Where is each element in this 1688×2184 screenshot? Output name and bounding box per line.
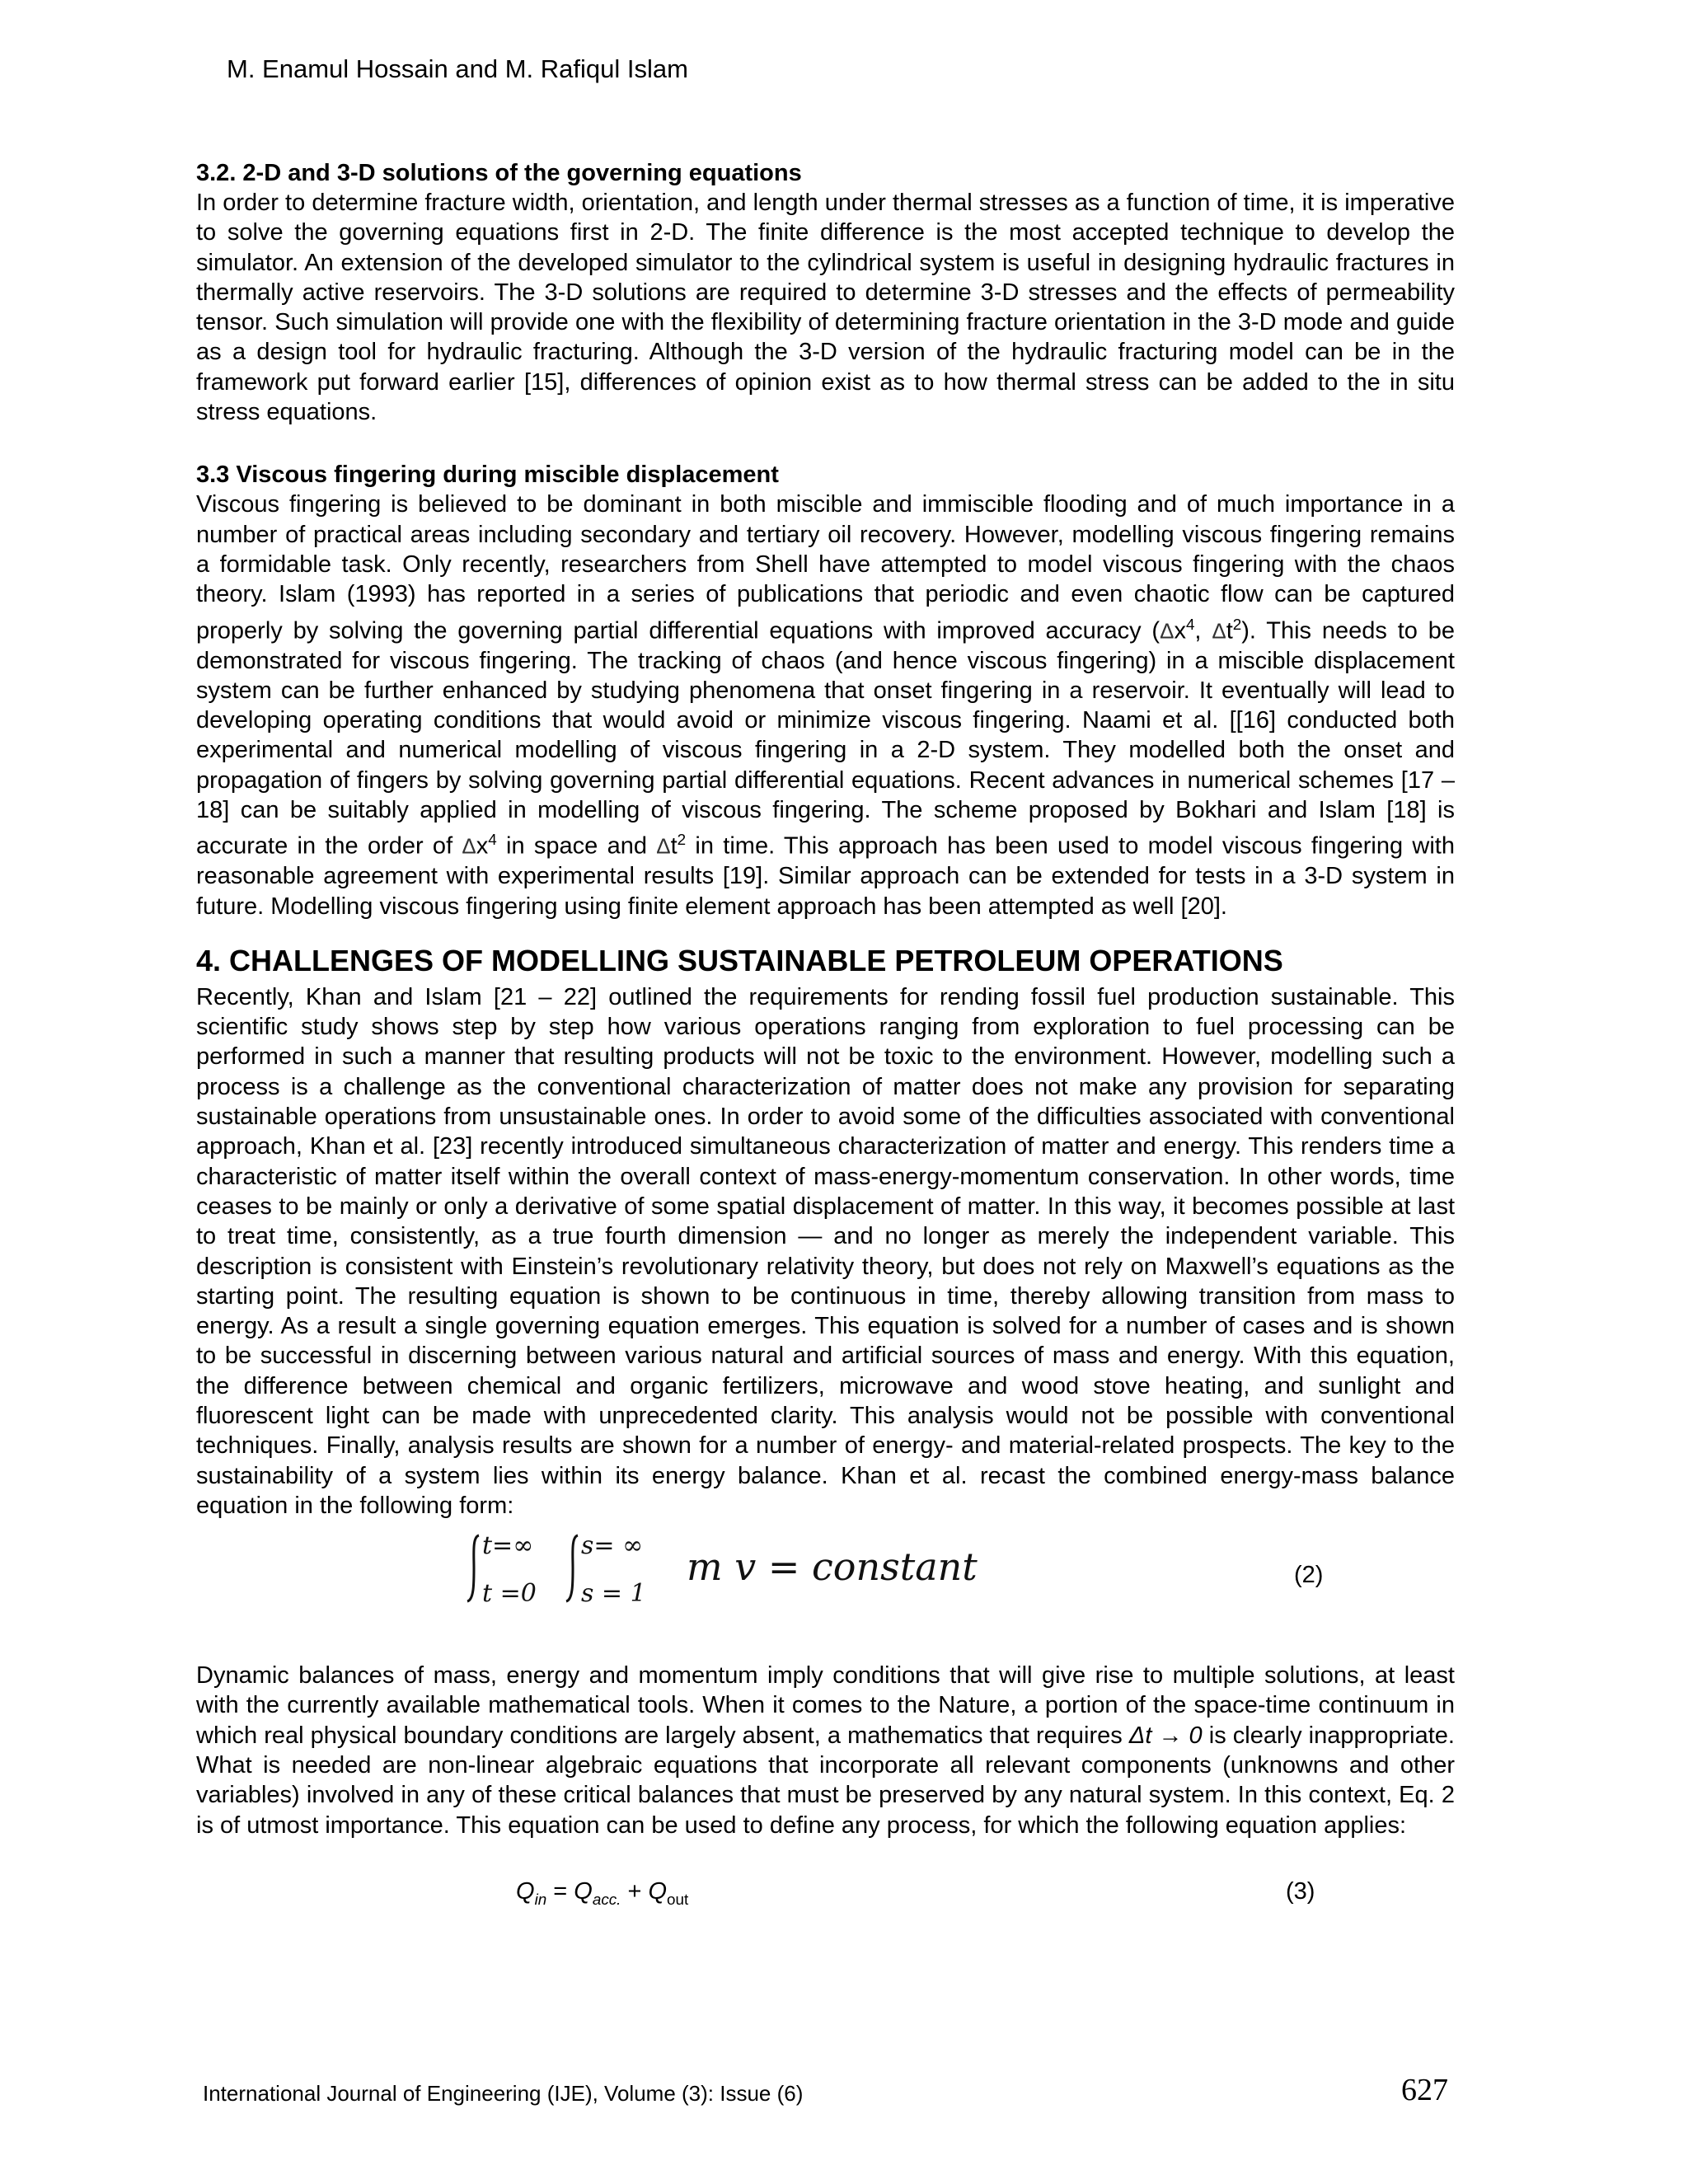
integral-sign-2 [566, 1535, 578, 1601]
equation-3 [196, 1865, 1455, 1939]
equation-2 [196, 1521, 1455, 1611]
q-in-subscript: in [534, 1890, 547, 1908]
equation-3-expression [516, 1878, 688, 1909]
section-4-heading: 4. CHALLENGES OF MODELLING SUSTAINABLE PETROLEUM OPERATIONS [196, 943, 1283, 977]
para-text: in space and [496, 832, 657, 860]
order-x: x [476, 832, 489, 860]
accuracy-x: x [1174, 617, 1186, 644]
q-acc-subscript: acc. [592, 1890, 621, 1908]
t-lower-limit: t =0 [482, 1579, 537, 1608]
order-x-exponent: 4 [488, 831, 497, 849]
equals-sign: = [546, 1877, 574, 1905]
plus-sign: + [621, 1877, 649, 1905]
equation-2-number: (2) [1294, 1562, 1324, 1589]
order-t: t [670, 832, 678, 860]
delta-t-limit: Δt → 0 [1128, 1722, 1203, 1749]
para-text: Dynamic balances of mass, energy and momentum imply conditions that will give rise to multiple solutions, at least with the currently available mathematical tools. When it comes to the Nature, a portion of the space-time continuum in which real physical boundary conditions are largely absent, a mathematics that requires [196, 1662, 1455, 1749]
para-text: Viscous fingering is believed to be dominant in both miscible and immiscible flooding and of much importance in a number of practical areas including secondary and tertiary oil recovery. However, modelling viscous fingering remains a formidable task. Only recently, researchers from Shell have attempted to model viscous fingering with the chaos theory. Islam (1993) has reported in a series of publications that periodic and even chaotic flow can be captured properly by solving the governing partial differential equations with improved accuracy ( [196, 491, 1455, 644]
para-text: in time. This approach has been used to model viscous fingering with reasonable agreement with experimental results [19]. Similar approach can be extended for tests in a 3-D system in future. Modelling viscous fingering using finite element approach has been attempted as well [20]. [196, 832, 1455, 920]
section-4-paragraph-2 [196, 1661, 1455, 1840]
t-upper-limit: t=∞ [482, 1531, 534, 1561]
q-in: Q [516, 1877, 535, 1905]
q-out-subscript: out [667, 1890, 689, 1908]
equation-2-math [464, 1529, 1025, 1607]
delta-icon: Δ [1212, 618, 1226, 644]
running-header-authors: M. Enamul Hossain and M. Rafiqul Islam [227, 54, 688, 83]
delta-icon: Δ [1160, 618, 1175, 644]
section-3-3-heading: 3.3 Viscous fingering during miscible displacement [196, 462, 779, 489]
accuracy-t-exponent: 2 [1232, 615, 1242, 633]
footer-journal: International Journal of Engineering (IJE), Volume (3): Issue (6) [203, 2081, 804, 2106]
order-t-exponent: 2 [677, 831, 687, 849]
s-upper-limit: s= ∞ [581, 1531, 644, 1561]
delta-icon: Δ [462, 833, 476, 859]
page-number: 627 [1401, 2073, 1448, 2107]
equation-2-expression: m v = constant [687, 1544, 978, 1590]
accuracy-separator: , [1194, 617, 1212, 644]
equation-3-number: (3) [1286, 1877, 1315, 1905]
integral-sign-1 [467, 1535, 479, 1601]
q-acc: Q [574, 1877, 593, 1905]
page-body [196, 158, 1455, 1939]
para-text: is clearly inappropriate. What is needed are non-linear algebraic equations that incorporate all relevant components (unknowns and other variables) involved in any of these critical balances that must be preserved by any natural system. In this context, Eq. 2 is of utmost importance. This equation can be used to define any process, for which the following equation applies: [196, 1722, 1455, 1839]
q-out: Q [648, 1877, 668, 1905]
accuracy-x-exponent: 4 [1185, 615, 1195, 633]
section-3-3-paragraph [196, 490, 1455, 921]
accuracy-t: t [1226, 617, 1233, 644]
section-3-2-heading: 3.2. 2-D and 3-D solutions of the governing equations [196, 160, 802, 186]
section-3-2-paragraph: In order to determine fracture width, orientation, and length under thermal stresses as a function of time, it is imperative to solve the governing equations first in 2-D. The finite difference is the most accepted technique to develop the simulator. An extension of the developed simulator to the cylindrical system is useful in designing hydraulic fractures in thermally active reservoirs. The 3-D solutions are required to determine 3-D stresses and the effects of permeability tensor. Such simulation will provide one with the flexibility of determining fracture orientation in the 3-D mode and guide as a design tool for hydraulic fracturing. Although the 3-D version of the hydraulic fracturing model can be in the framework put forward earlier [15], differences of opinion exist as to how thermal stress can be added to the in situ stress equations. [196, 190, 1455, 426]
section-4-paragraph: Recently, Khan and Islam [21 – 22] outlined the requirements for rending fossil fuel production sustainable. This scientific study shows step by step how various operations ranging from exploration to fuel processing can be performed in such a manner that resulting products will not be toxic to the environment. However, modelling such a process is a challenge as the conventional characterization of matter does not make any provision for separating sustainable operations from unsustainable ones. In order to avoid some of the difficulties associated with conventional approach, Khan et al. [23] recently introduced simultaneous characterization of matter and energy. This renders time a characteristic of matter itself within the overall context of mass-energy-momentum conservation. In other words, time ceases to be mainly or only a derivative of some spatial displacement of matter. In this way, it becomes possible at last to treat time, consistently, as a true fourth dimension — and no longer as merely the independent variable. This description is consistent with Einstein’s revolutionary relativity theory, but does not rely on Maxwell’s equations as the starting point. The resulting equation is shown to be continuous in time, thereby allowing transition from mass to energy. As a result a single governing equation emerges. This equation is solved for a number of cases and is shown to be successful in discerning between various natural and artificial sources of mass and energy. With this equation, the difference between chemical and organic fertilizers, microwave and wood stove heating, and sunlight and fluorescent light can be made with unprecedented clarity. This analysis would not be possible with conventional techniques. Finally, analysis results are shown for a number of energy- and material-related prospects. The key to the sustainability of a system lies within its energy balance. Khan et al. recast the combined energy-mass balance equation in the following form: [196, 983, 1455, 1519]
s-lower-limit: s = 1 [581, 1579, 646, 1608]
delta-icon: Δ [656, 833, 671, 859]
para-text: ). This needs to be demonstrated for viscous fingering. The tracking of chaos (and hence viscous fingering) in a miscible displacement system can be further enhanced by studying phenomena that onset fingering in a reservoir. It eventually will lead to developing operating conditions that would avoid or minimize viscous fingering. Naami et al. [[16] conducted both experimental and numerical modelling of viscous fingering in a 2-D system. They modelled both the onset and propagation of fingers by solving governing partial differential equations. Recent advances in numerical schemes [17 – 18] can be suitably applied in modelling of viscous fingering. The scheme proposed by Bokhari and Islam [18] is accurate in the order of [196, 617, 1455, 860]
